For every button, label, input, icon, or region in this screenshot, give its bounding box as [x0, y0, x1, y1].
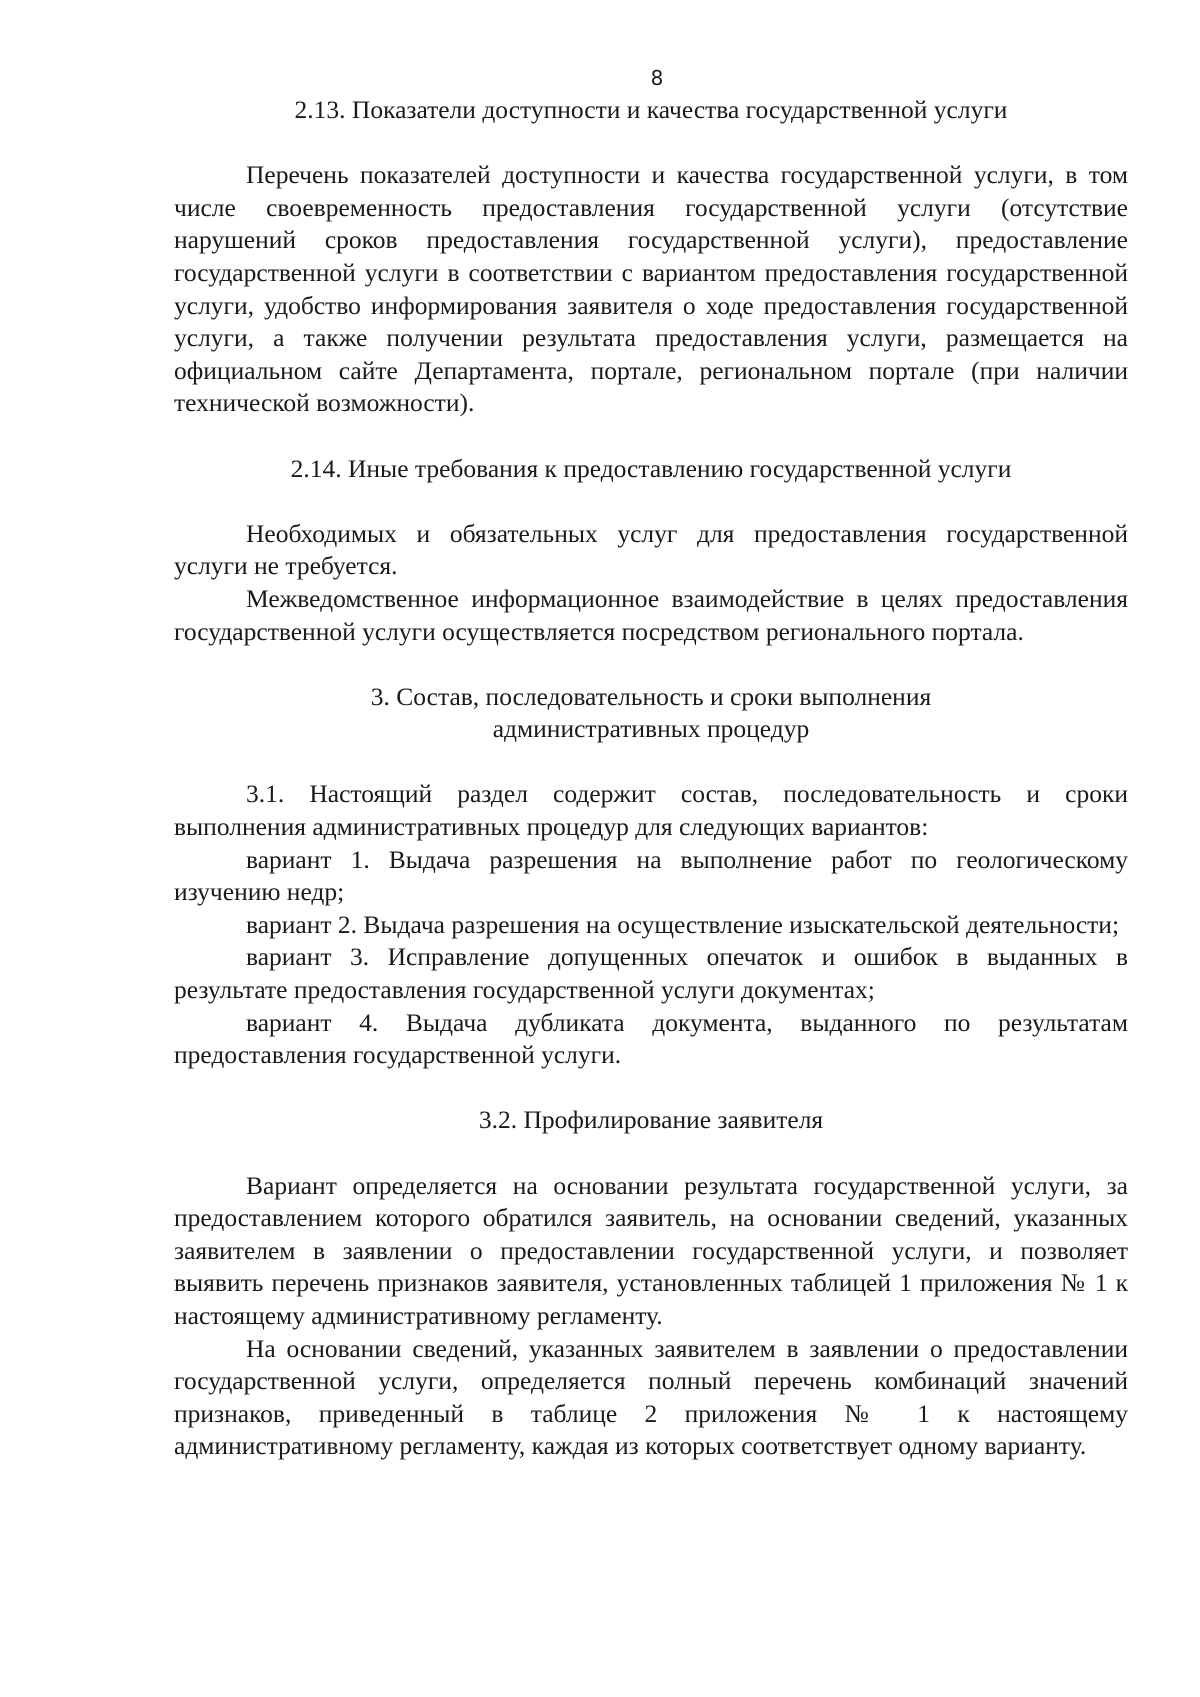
section-2-13-paragraph-1: Перечень показателей доступности и качества государственной услуги, в том числе своевременность предоставления государственной услуги (отсутствие нарушений сроков предоставления государственной услуги), предоставление государственной услуги в соответствии с вариантом предоставления государственной услуги, удобство информирования заявителя о ходе предоставления государственной услуги, а также получении результата предоставления услуги, размещается на официальном сайте Департамента, портале, региональном портале (при наличии технической возможности).: [174, 160, 1128, 418]
page-number: 8: [650, 66, 664, 90]
section-3-1-paragraph-1: 3.1. Настоящий раздел содержит состав, последовательность и сроки выполнения административных процедур для следующих вариантов:: [174, 779, 1128, 842]
spacer: [174, 648, 1128, 681]
variant-2-item: вариант 2. Выдача разрешения на осуществление изыскательской деятельности;: [246, 909, 1120, 939]
section-3-heading-line-1: 3. Состав, последовательность и сроки выполнения: [370, 681, 932, 711]
section-3-2-paragraph-1: Вариант определяется на основании результата государственной услуги, за предоставлением которого обратился заявитель, на основании сведений, указанных заявителем в заявлении о предоставлении государственной услуги, и позволяет выявить перечень признаков заявителя, установленных таблицей 1 приложения № 1 к настоящему административному регламенту.: [174, 1170, 1128, 1330]
section-3-2-paragraph-2: На основании сведений, указанных заявителем в заявлении о предоставлении государственной услуги, определяется полный перечень комбинаций значений признаков, приведенный в таблице 2 приложения № 1 к настоящему административному регламенту, каждая из которых соответствует одному варианту.: [174, 1333, 1128, 1461]
spacer: [174, 420, 1128, 453]
variant-4-item: вариант 4. Выдача дубликата документа, выданного по результатам предоставления государственной услуги.: [174, 1007, 1128, 1070]
spacer: [174, 746, 1128, 779]
variant-3-item: вариант 3. Исправление допущенных опечаток и ошибок в выданных в результате предоставления государственной услуги документах;: [174, 942, 1128, 1005]
section-2-14-heading: 2.14. Иные требования к предоставлению государственной услуги: [290, 453, 1012, 483]
spacer: [174, 485, 1128, 518]
spacer: [174, 127, 1128, 160]
variant-1-item: вариант 1. Выдача разрешения на выполнение работ по геологическому изучению недр;: [174, 844, 1128, 907]
section-3-heading-line-2: административных процедур: [492, 714, 810, 744]
section-2-13-heading: 2.13. Показатели доступности и качества государственной услуги: [294, 95, 1008, 124]
spacer: [174, 1137, 1128, 1170]
spacer: [174, 1072, 1128, 1105]
section-2-14-paragraph-2: Межведомственное информационное взаимодействие в целях предоставления государственной услуги осуществляется посредством регионального портала.: [174, 583, 1128, 646]
section-2-14-paragraph-1: Необходимых и обязательных услуг для предоставления государственной услуги не требуется.: [174, 518, 1128, 581]
section-3-2-heading: 3.2. Профилирование заявителя: [478, 1105, 824, 1135]
